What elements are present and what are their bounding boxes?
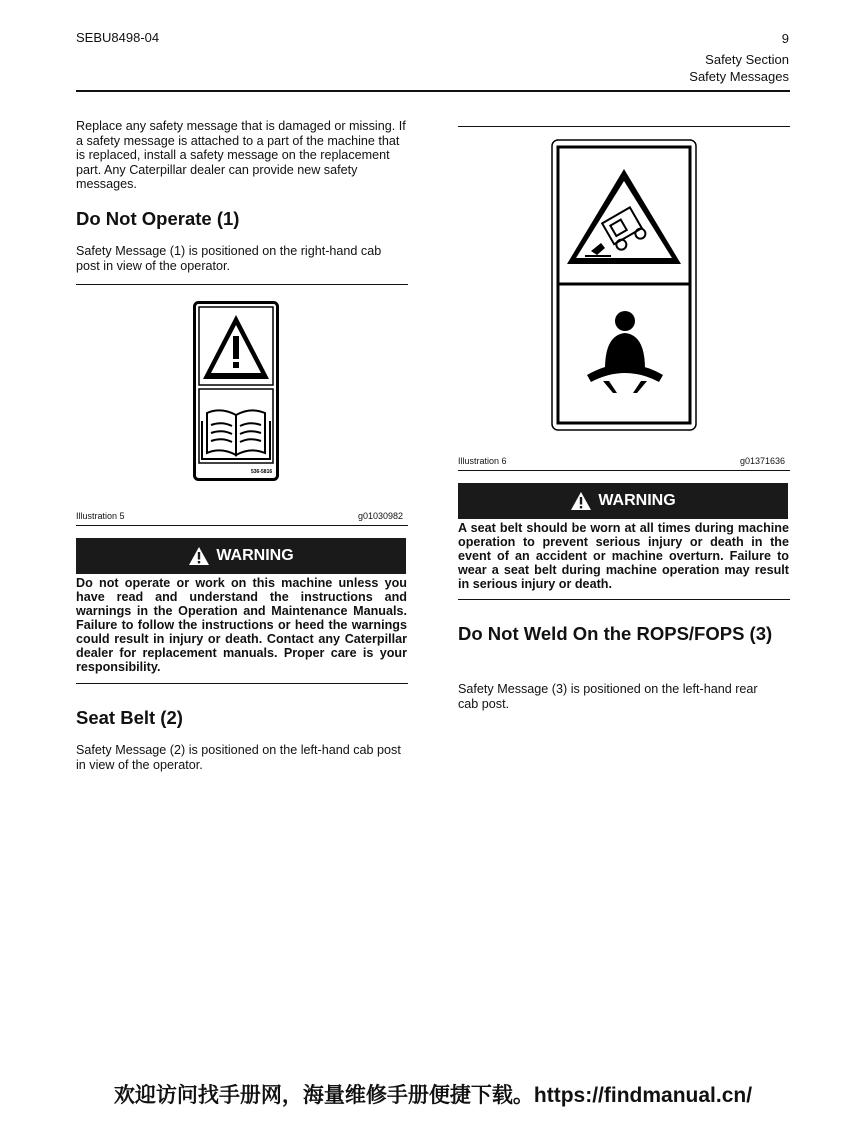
heading-do-not-weld: Do Not Weld On the ROPS/FOPS (3)	[458, 623, 773, 644]
divider	[76, 284, 408, 285]
warning-banner	[458, 483, 788, 519]
warning-label: WARNING	[216, 547, 294, 564]
warning-icon	[188, 546, 210, 566]
warning-text: A seat belt should be worn at all times during machine operation to prevent serious injury or death in the event of an accident or machine overturn. Failure to wear a seat belt during machine operation may result in serious injury or death.	[458, 521, 789, 591]
subsection-title: Safety Messages	[689, 69, 789, 84]
divider	[458, 470, 790, 471]
warning-text: Do not operate or work on this machine unless you have read and understand the instructions and warnings in the Operation and Maintenance Manuals. Failure to follow the instructions or heed the warnings could result in injury or death. Contact any Caterpillar dealer for replacement manuals. Proper care is your responsibility.	[76, 576, 407, 674]
divider	[458, 599, 790, 600]
paragraph-safety-message-1: Safety Message (1) is positioned on the right-hand cab post in view of the operator.	[76, 244, 382, 273]
intro-paragraph: Replace any safety message that is damaged or missing. If a safety message is attached to a part of the machine that is replaced, install a safety message on the replacement part. Any Caterpillar dealer can provide new safety messages.	[76, 119, 406, 192]
heading-seat-belt: Seat Belt (2)	[76, 707, 183, 728]
divider	[458, 126, 790, 127]
paragraph-safety-message-2: Safety Message (2) is positioned on the left-hand cab post in view of the operator.	[76, 743, 401, 772]
illustration-5-ref: g01030982	[358, 511, 404, 521]
warning-banner	[76, 538, 406, 574]
paragraph-safety-message-3: Safety Message (3) is positioned on the left-hand rear cab post.	[458, 682, 758, 711]
divider	[76, 525, 408, 526]
warning-icon	[570, 491, 592, 511]
warning-label: WARNING	[598, 492, 676, 509]
divider	[76, 683, 408, 684]
do-not-operate-decal	[193, 301, 279, 486]
decal-code: 536-5816	[251, 469, 273, 475]
illustration-5-label: Illustration 5	[76, 511, 125, 521]
seat-belt-decal	[551, 139, 697, 436]
footer-banner: 欢迎访问找手册网，海量维修手册便捷下载。https://findmanual.cn/	[113, 1084, 753, 1107]
illustration-6-label: Illustration 6	[458, 456, 507, 466]
document-number: SEBU8498-04	[76, 30, 160, 45]
section-title: Safety Section	[705, 52, 789, 67]
heading-do-not-operate: Do Not Operate (1)	[76, 208, 240, 229]
page-number: 9	[781, 31, 789, 46]
illustration-6-ref: g01371636	[740, 456, 786, 466]
header-rule	[76, 90, 790, 92]
